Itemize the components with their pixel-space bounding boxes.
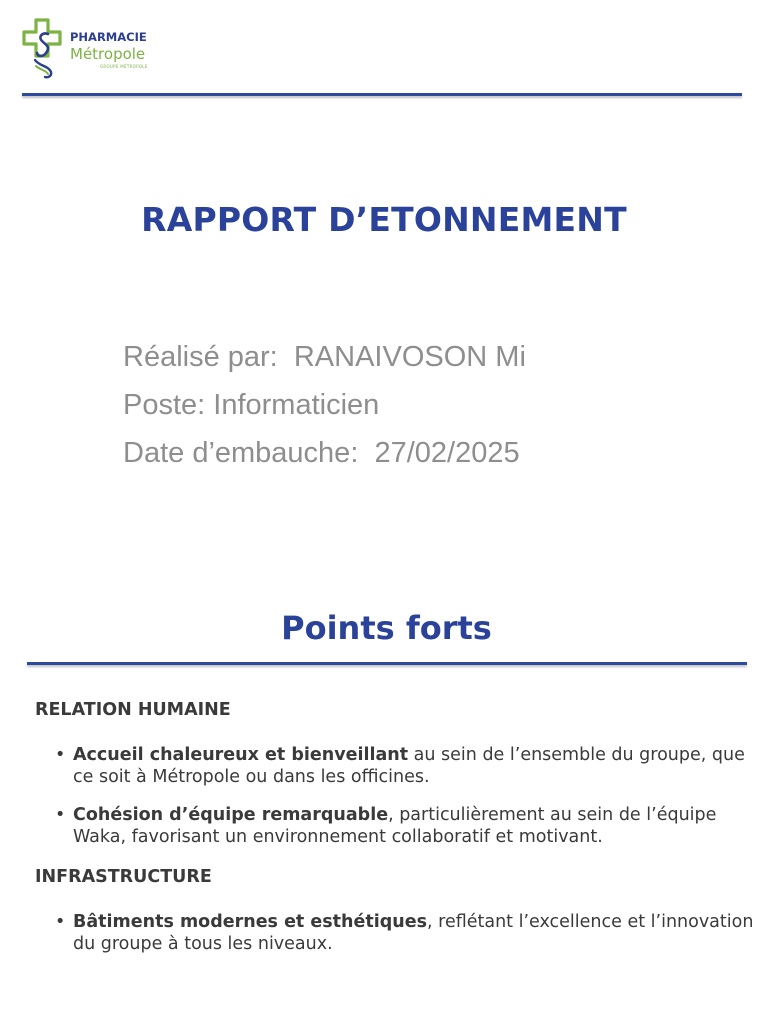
report-info bbox=[123, 333, 526, 477]
logo-brand-main: Métropole bbox=[70, 45, 146, 63]
section-heading: INFRASTRUCTURE bbox=[35, 867, 212, 887]
logo-wordmark bbox=[70, 30, 148, 70]
section-infrastructure bbox=[35, 865, 755, 955]
pharmacie-metropole-logo bbox=[22, 18, 152, 80]
item-text: , particulièrement au sein de l’équipe Waka, favorisant un environnement collaboratif et motivant. bbox=[73, 805, 717, 847]
item-bold-text: Cohésion d’équipe remarquable bbox=[73, 805, 389, 825]
hire-date-row: Date d’embauche: 27/02/2025 bbox=[123, 437, 520, 469]
strengths-content bbox=[35, 698, 755, 955]
logo-brand-top: PHARMACIE bbox=[70, 30, 147, 44]
section-relation-humaine bbox=[35, 698, 755, 848]
list-item bbox=[35, 804, 755, 848]
report-title: RAPPORT D’ETONNEMENT bbox=[141, 200, 627, 239]
list-item bbox=[35, 744, 755, 788]
bullet-icon: • bbox=[55, 745, 66, 765]
section-heading: RELATION HUMAINE bbox=[35, 700, 231, 720]
bullet-icon: • bbox=[55, 912, 66, 932]
list-item bbox=[35, 911, 755, 955]
item-bold-text: Accueil chaleureux et bienveillant bbox=[73, 745, 409, 765]
item-bold-text: Bâtiments modernes et esthétiques bbox=[73, 912, 428, 932]
position-row: Poste: Informaticien bbox=[123, 389, 380, 421]
bullet-list bbox=[35, 744, 755, 848]
strengths-title: Points forts bbox=[281, 609, 492, 647]
header-divider bbox=[22, 93, 742, 96]
pharmacy-cross-icon bbox=[22, 18, 66, 80]
item-text: au sein de l’ensemble du groupe, que ce soit à Métropole ou dans les officines. bbox=[73, 745, 745, 787]
bullet-list bbox=[35, 911, 755, 955]
logo-brand-sub: GROUPE MÉTROPOLE bbox=[100, 64, 148, 69]
strengths-divider bbox=[27, 662, 747, 665]
bullet-icon: • bbox=[55, 805, 66, 825]
item-text: , reflétant l’excellence et l’innovation du groupe à tous les niveaux. bbox=[73, 912, 754, 954]
author-row: Réalisé par: RANAIVOSON Mi bbox=[123, 341, 526, 373]
